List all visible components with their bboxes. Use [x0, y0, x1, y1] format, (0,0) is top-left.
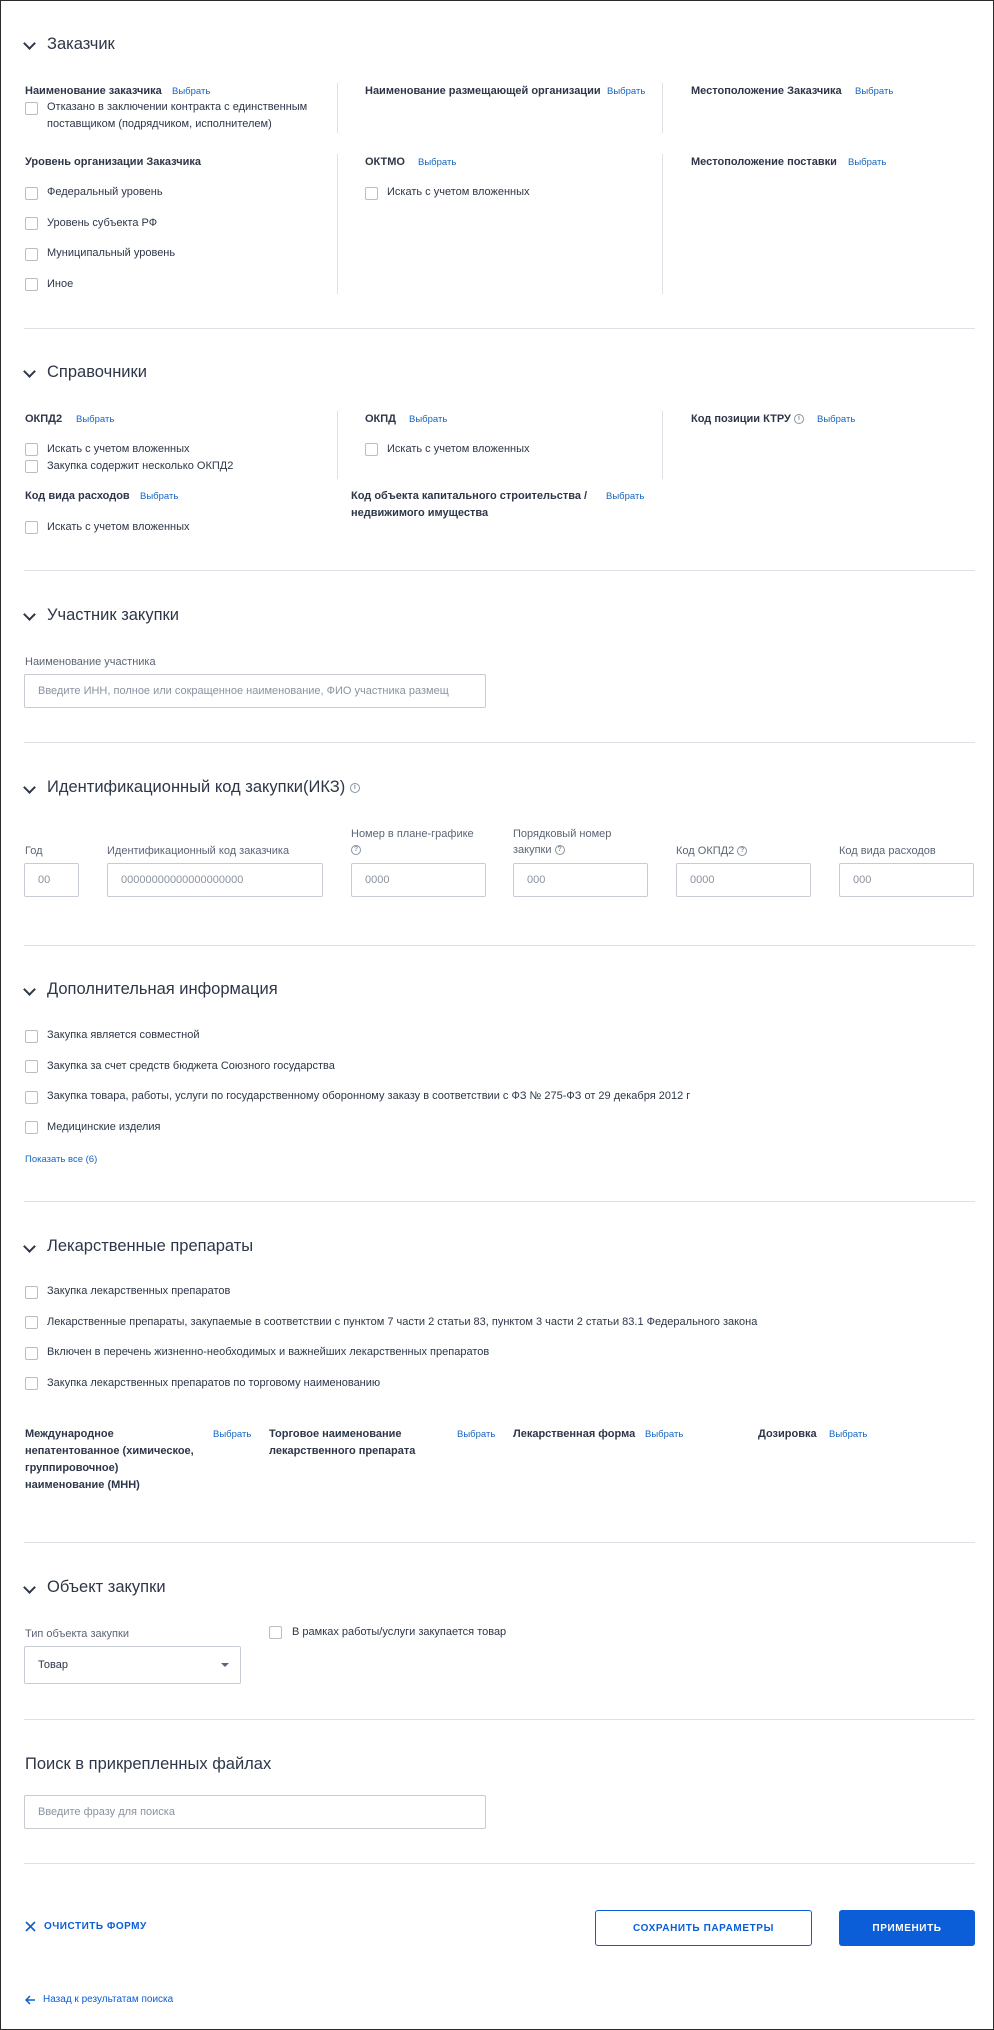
drug-form-select-link[interactable]: Выбрать [645, 1429, 684, 1440]
back-to-results-label: Назад к результатам поиска [43, 1994, 174, 2005]
level-municipal-label: Муниципальный уровень [47, 247, 176, 259]
union-budget-label: Закупка за счет средств бюджета Союзного государства [47, 1060, 335, 1072]
multiple-okpd2-checkbox[interactable] [25, 460, 38, 473]
level-federal-checkbox[interactable] [25, 187, 38, 200]
okpd2-label: ОКПД2 [25, 413, 63, 425]
trade-name-label: Торговое наименование лекарственного препарата [269, 1428, 416, 1457]
oktmo-select-link[interactable]: Выбрать [418, 157, 457, 168]
okpd-nested-label: Искать с учетом вложенных [387, 443, 530, 455]
save-params-button[interactable]: СОХРАНИТЬ ПАРАМЕТРЫ [595, 1910, 812, 1946]
ikz-year-input[interactable]: 00 [24, 863, 79, 897]
expense-nested-label: Искать с учетом вложенных [47, 521, 190, 533]
okpd-nested-checkbox[interactable] [365, 443, 378, 456]
section-divider [24, 1863, 975, 1864]
drug-form-label: Лекарственная форма [513, 1428, 636, 1440]
divider [337, 154, 338, 294]
chevron-down-icon[interactable] [23, 37, 36, 50]
back-to-results-link[interactable] [25, 1994, 173, 2005]
object-type-select[interactable] [24, 1646, 241, 1684]
section-divider [24, 742, 975, 743]
ikz-order-input[interactable]: 000 [513, 863, 648, 897]
chevron-down-icon[interactable] [23, 1240, 36, 1253]
mnn-label: Международное непатентованное (химическое, группировочное) наименование (МНН) [25, 1428, 194, 1491]
okpd-label: ОКПД [365, 413, 397, 425]
divider [662, 83, 663, 133]
defense-order-checkbox[interactable] [25, 1091, 38, 1104]
trade-name-select-link[interactable]: Выбрать [457, 1429, 496, 1440]
customer-name-select-link[interactable]: Выбрать [172, 86, 211, 97]
help-icon[interactable]: ? [555, 845, 565, 855]
okpd2-nested-label: Искать с учетом вложенных [47, 443, 190, 455]
close-icon [25, 1921, 36, 1932]
level-region-checkbox[interactable] [25, 217, 38, 230]
ktru-label: Код позиции КТРУ i [691, 411, 804, 428]
dosage-select-link[interactable]: Выбрать [829, 1429, 868, 1440]
level-other-checkbox[interactable] [25, 278, 38, 291]
chevron-down-icon[interactable] [23, 983, 36, 996]
arrow-left-icon [25, 1995, 36, 2005]
section-title-files: Поиск в прикрепленных файлах [25, 1755, 272, 1773]
medical-devices-checkbox[interactable] [25, 1121, 38, 1134]
section-title-additional: Дополнительная информация [47, 980, 278, 998]
participant-name-label: Наименование участника [25, 656, 156, 668]
ikz-expense-input[interactable]: 000 [839, 863, 974, 897]
clear-form-label: ОЧИСТИТЬ ФОРМУ [44, 1921, 147, 1932]
mnn-select-link[interactable]: Выбрать [213, 1429, 252, 1440]
joint-purchase-label: Закупка является совместной [47, 1029, 200, 1041]
section-divider [24, 1719, 975, 1720]
section-divider [24, 328, 975, 329]
drugs-purchase-label: Закупка лекарственных препаратов [47, 1285, 231, 1297]
defense-order-label: Закупка товара, работы, услуги по государственному оборонному заказу в соответствии с ФЗ № 275-ФЗ от 29 декабря 2012 г [47, 1090, 691, 1102]
chevron-down-icon[interactable] [23, 365, 36, 378]
section-title-object: Объект закупки [47, 1578, 166, 1596]
refused-contract-label: Отказано в заключении контракта с единственным поставщиком (подрядчиком, исполнителем) [47, 101, 308, 130]
expense-code-select-link[interactable]: Выбрать [140, 491, 179, 502]
placing-org-select-link[interactable]: Выбрать [607, 86, 646, 97]
level-region-label: Уровень субъекта РФ [47, 217, 158, 229]
customer-level-label: Уровень организации Заказчика [25, 156, 201, 168]
show-all-link[interactable]: Показать все (6) [25, 1154, 98, 1165]
multiple-okpd2-label: Закупка содержит несколько ОКПД2 [47, 460, 234, 472]
section-title-ikz: Идентификационный код закупки(ИКЗ) i [47, 778, 360, 797]
divider [662, 154, 663, 294]
ktru-select-link[interactable]: Выбрать [817, 414, 856, 425]
ikz-okpd2-label: Код ОКПД2 ? [676, 843, 747, 859]
ikz-order-label: Порядковый номер закупки ? [513, 828, 612, 856]
delivery-location-label: Местоположение поставки [691, 156, 837, 168]
section-divider [24, 1542, 975, 1543]
section-title-participant: Участник закупки [47, 606, 179, 624]
delivery-location-select-link[interactable]: Выбрать [848, 157, 887, 168]
object-type-value: Товар [38, 1659, 68, 1671]
customer-location-select-link[interactable]: Выбрать [855, 86, 894, 97]
section-title-customer: Заказчик [47, 35, 115, 53]
clear-form-button[interactable] [25, 1921, 147, 1932]
drugs-article-checkbox[interactable] [25, 1316, 38, 1329]
goods-in-work-label: В рамках работы/услуги закупается товар [292, 1626, 507, 1638]
drugs-article-label: Лекарственные препараты, закупаемые в соответствии с пунктом 7 части 2 статьи 83, пунктом 3 части 2 статьи 83.1 Федерального закона [47, 1316, 758, 1328]
ikz-expense-label: Код вида расходов [839, 845, 936, 857]
medical-devices-label: Медицинские изделия [47, 1121, 161, 1133]
joint-purchase-checkbox[interactable] [25, 1030, 38, 1043]
chevron-down-icon[interactable] [23, 608, 36, 621]
okpd2-nested-checkbox[interactable] [25, 443, 38, 456]
caret-down-icon [221, 1663, 229, 1667]
level-other-label: Иное [47, 278, 74, 290]
expense-code-label: Код вида расходов [25, 490, 130, 502]
goods-in-work-checkbox[interactable] [269, 1626, 282, 1639]
placing-org-label: Наименование размещающей организации [365, 85, 601, 97]
info-icon[interactable]: i [350, 783, 360, 793]
divider [662, 411, 663, 479]
customer-location-label: Местоположение Заказчика [691, 85, 842, 97]
oktmo-nested-checkbox[interactable] [365, 187, 378, 200]
info-icon[interactable]: i [794, 414, 804, 424]
drugs-trade-name-checkbox[interactable] [25, 1377, 38, 1390]
divider [337, 83, 338, 133]
object-type-label: Тип объекта закупки [25, 1628, 129, 1640]
section-divider [24, 570, 975, 571]
dosage-label: Дозировка [758, 1428, 817, 1440]
oktmo-label: ОКТМО [365, 156, 405, 168]
capital-object-select-link[interactable]: Выбрать [606, 491, 645, 502]
help-icon[interactable]: ? [351, 845, 361, 855]
section-divider [24, 945, 975, 946]
section-title-directories: Справочники [47, 363, 147, 381]
drugs-vital-checkbox[interactable] [25, 1347, 38, 1360]
chevron-down-icon[interactable] [23, 1581, 36, 1594]
help-icon[interactable]: ? [737, 846, 747, 856]
drugs-purchase-checkbox[interactable] [25, 1286, 38, 1299]
drugs-vital-label: Включен в перечень жизненно-необходимых и важнейших лекарственных препаратов [47, 1346, 490, 1358]
level-federal-label: Федеральный уровень [47, 186, 163, 198]
ikz-customer-code-input[interactable]: 00000000000000000000 [107, 863, 323, 897]
refused-contract-checkbox[interactable] [25, 102, 38, 115]
expense-nested-checkbox[interactable] [25, 521, 38, 534]
capital-object-label: Код объекта капитального строительства / недвижимого имущества [351, 490, 588, 519]
ikz-year-label: Год [25, 845, 43, 857]
union-budget-checkbox[interactable] [25, 1060, 38, 1073]
ikz-plan-label: Номер в плане-графике ? [351, 828, 474, 854]
level-municipal-checkbox[interactable] [25, 248, 38, 261]
oktmo-nested-label: Искать с учетом вложенных [387, 186, 530, 198]
divider [337, 411, 338, 479]
drugs-trade-name-label: Закупка лекарственных препаратов по торговому наименованию [47, 1377, 381, 1389]
ikz-customer-code-label: Идентификационный код заказчика [107, 845, 290, 857]
ikz-okpd2-input[interactable]: 0000 [676, 863, 811, 897]
okpd-select-link[interactable]: Выбрать [409, 414, 448, 425]
ikz-plan-input[interactable]: 0000 [351, 863, 486, 897]
okpd2-select-link[interactable]: Выбрать [76, 414, 115, 425]
participant-search-input[interactable]: Введите ИНН, полное или сокращенное наименование, ФИО участника размещ [24, 674, 486, 708]
files-search-input[interactable]: Введите фразу для поиска [24, 1795, 486, 1829]
section-divider [24, 1201, 975, 1202]
chevron-down-icon[interactable] [23, 781, 36, 794]
customer-name-label: Наименование заказчика [25, 85, 162, 97]
section-title-drugs: Лекарственные препараты [47, 1237, 254, 1255]
apply-button[interactable]: ПРИМЕНИТЬ [839, 1910, 975, 1946]
